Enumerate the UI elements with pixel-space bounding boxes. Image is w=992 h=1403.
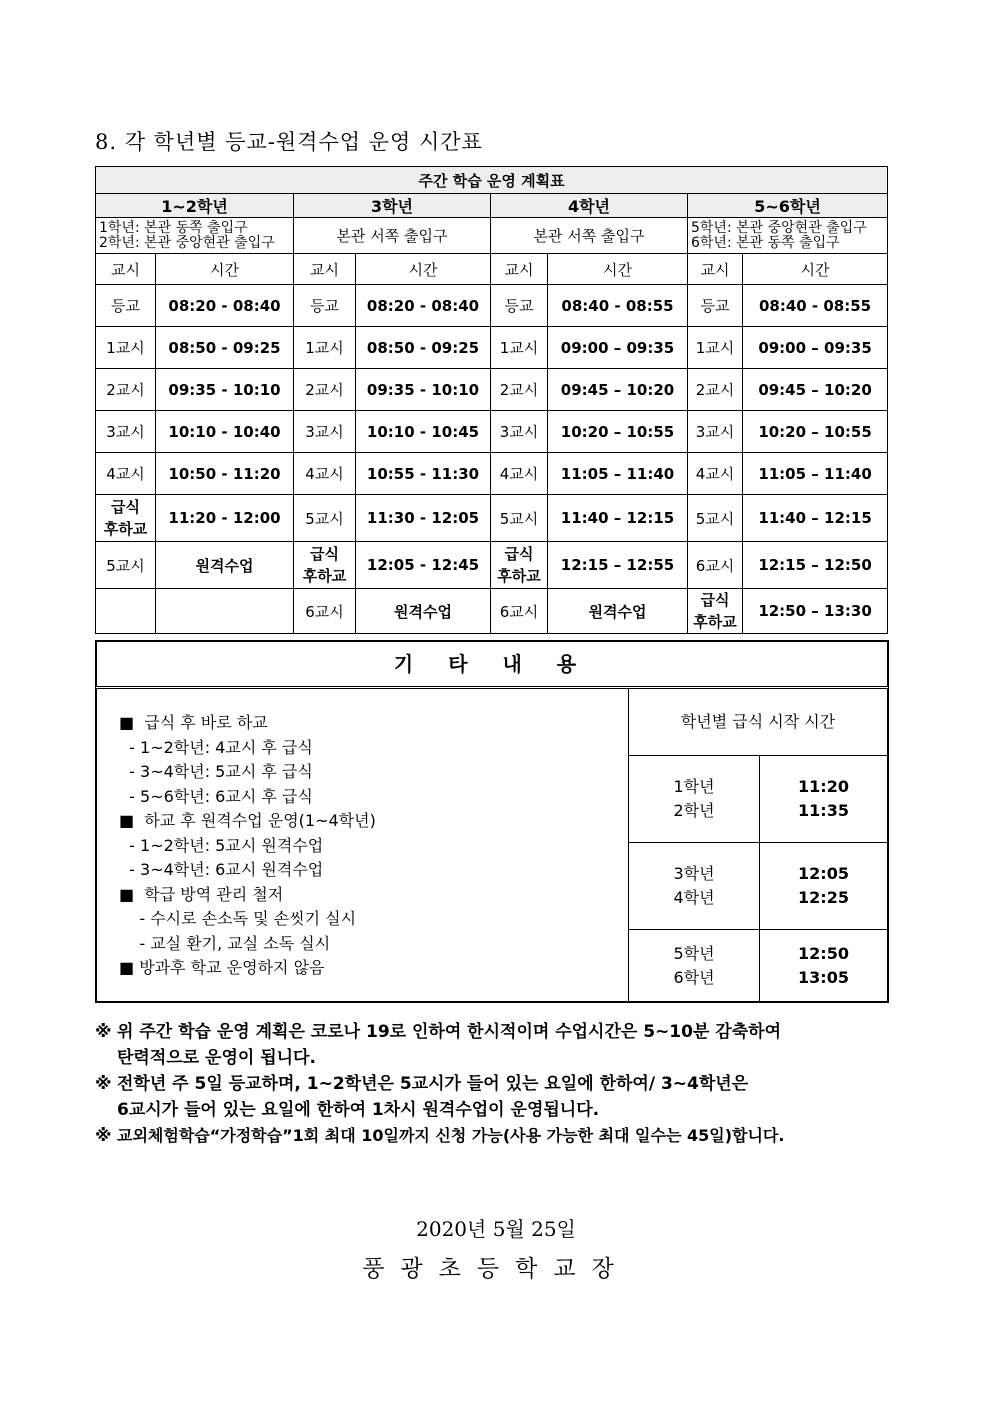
time-cell: 08:20 - 08:40: [156, 285, 294, 327]
period-line: 급식: [700, 591, 730, 609]
time-cell: 12:15 – 12:55: [548, 542, 688, 589]
col-period: 교시: [491, 254, 548, 285]
lunch-grade: 3학년: [673, 864, 715, 883]
entrance-line: 6학년: 본관 동쪽 출입구: [691, 234, 840, 251]
misc-line: - 3~4학년: 6교시 원격수업: [119, 860, 324, 879]
school-signature: 풍광초등학교장: [362, 1256, 630, 1282]
period-cell: [688, 589, 743, 634]
period-cell: 3교시: [688, 411, 743, 453]
grade-header-1-2: 1~2학년: [96, 194, 294, 218]
time-cell: 12:05 - 12:45: [356, 542, 491, 589]
note-line: 전학년 주 5일 등교하며, 1~2학년은 5교시가 들어 있는 요일에 한하여/ 3~4학년은: [117, 1074, 749, 1094]
time-cell: 11:30 - 12:05: [356, 495, 491, 542]
time-cell: 10:20 – 10:55: [743, 411, 888, 453]
lunch-panel: [629, 689, 887, 1001]
lunch-times: [760, 930, 887, 1001]
lunch-row: [629, 756, 887, 843]
period-line: 후하교: [302, 567, 347, 585]
lunch-time: 11:35: [798, 801, 849, 820]
col-period: 교시: [294, 254, 356, 285]
time-cell: 09:35 - 10:10: [156, 369, 294, 411]
period-cell: 2교시: [491, 369, 548, 411]
lunch-row: [629, 930, 887, 1001]
time-cell: 08:50 - 09:25: [356, 327, 491, 369]
time-cell: 10:10 - 10:40: [156, 411, 294, 453]
misc-lines: [119, 711, 376, 981]
misc-line: ■ 급식 후 바로 하교: [119, 713, 268, 732]
reference-mark-icon: ※: [95, 1074, 112, 1094]
section-heading: 8. 각 학년별 등교-원격수업 운영 시간표: [95, 130, 483, 154]
lunch-grade: 6학년: [673, 967, 715, 987]
time-cell: 11:40 – 12:15: [743, 495, 888, 542]
period-cell: 5교시: [491, 495, 548, 542]
entrance-5-6: [688, 218, 888, 254]
time-cell: 원격수업: [548, 589, 688, 634]
col-time: 시간: [356, 254, 491, 285]
time-cell: 08:50 - 09:25: [156, 327, 294, 369]
time-cell: 09:00 – 09:35: [548, 327, 688, 369]
col-period: 교시: [96, 254, 156, 285]
period-cell: 3교시: [96, 411, 156, 453]
time-cell: 원격수업: [156, 542, 294, 589]
lunch-time: 13:05: [798, 967, 849, 987]
period-cell: 6교시: [294, 589, 356, 634]
misc-title: 기 타 내 용: [95, 640, 889, 686]
period-cell: 4교시: [96, 453, 156, 495]
entrance-line: 5학년: 본관 중앙현관 출입구: [691, 219, 867, 236]
note-item: [95, 1123, 895, 1149]
time-cell: 10:20 – 10:55: [548, 411, 688, 453]
lunch-time: 12:50: [798, 943, 849, 963]
col-time: 시간: [743, 254, 888, 285]
time-cell: 12:50 – 13:30: [743, 589, 888, 634]
period-line: 급식: [504, 545, 534, 563]
lunch-grades: [629, 930, 760, 1001]
note-line: 탄력적으로 운영이 됩니다.: [117, 1048, 316, 1068]
lunch-time: 11:20: [798, 777, 849, 796]
grade-header-5-6: 5~6학년: [688, 194, 888, 218]
misc-box: [95, 686, 889, 1003]
time-cell: 11:05 – 11:40: [548, 453, 688, 495]
period-cell: 6교시: [491, 589, 548, 634]
entrance-line: 1학년: 본관 동쪽 출입구: [99, 219, 248, 236]
lunch-row: [629, 843, 887, 930]
time-cell: 08:20 - 08:40: [356, 285, 491, 327]
note-item: [95, 1019, 895, 1071]
note-item: [95, 1071, 895, 1123]
note-line: 위 주간 학습 운영 계획은 코로나 19로 인하여 한시적이며 수업시간은 5~10분 감축하여: [117, 1022, 781, 1042]
period-cell: 2교시: [294, 369, 356, 411]
misc-line: - 수시로 손소독 및 손씻기 실시: [119, 909, 357, 928]
misc-line: - 5~6학년: 6교시 후 급식: [119, 786, 313, 806]
reference-mark-icon: ※: [95, 1022, 112, 1042]
lunch-times: [760, 756, 887, 842]
time-cell: 09:00 – 09:35: [743, 327, 888, 369]
entrance-1-2: [96, 218, 294, 254]
note-line: 교외체험학습“가정학습”1회 최대 10일까지 신청 가능(사용 가능한 최대 일수는 45일)합니다.: [117, 1126, 785, 1145]
period-cell: 2교시: [96, 369, 156, 411]
period-cell: 1교시: [96, 327, 156, 369]
period-cell: [96, 495, 156, 542]
entrance-4: 본관 서쪽 출입구: [491, 218, 688, 254]
time-cell: 11:05 – 11:40: [743, 453, 888, 495]
col-time: 시간: [548, 254, 688, 285]
notes: [95, 1019, 895, 1149]
period-cell: 5교시: [294, 495, 356, 542]
period-cell: 등교: [96, 285, 156, 327]
period-line: 후하교: [693, 613, 737, 631]
empty-cell: [96, 589, 156, 634]
period-line: 급식: [111, 498, 140, 516]
misc-line: - 교실 환기, 교실 소독 실시: [119, 933, 331, 953]
time-cell: 11:40 – 12:15: [548, 495, 688, 542]
col-period: 교시: [688, 254, 743, 285]
misc-line: ■ 하교 후 원격수업 운영(1~4학년): [119, 811, 376, 830]
period-cell: 4교시: [688, 453, 743, 495]
grade-header-4: 4학년: [491, 194, 688, 218]
period-cell: 1교시: [688, 327, 743, 369]
period-cell: 등교: [294, 285, 356, 327]
schedule-table: [95, 166, 888, 634]
lunch-grade: 4학년: [673, 888, 715, 907]
schedule-title: 주간 학습 운영 계획표: [96, 167, 888, 194]
time-cell: 10:10 - 10:45: [356, 411, 491, 453]
lunch-grades: [629, 756, 760, 842]
period-cell: 등교: [491, 285, 548, 327]
time-cell: 09:45 – 10:20: [548, 369, 688, 411]
lunch-times: [760, 843, 887, 929]
period-cell: 1교시: [294, 327, 356, 369]
period-cell: 4교시: [491, 453, 548, 495]
misc-notes-panel: [97, 689, 629, 1001]
lunch-time: 12:05: [798, 864, 849, 883]
misc-line: - 1~2학년: 5교시 원격수업: [119, 835, 324, 855]
lunch-grade: 2학년: [673, 801, 715, 820]
lunch-grades: [629, 843, 760, 929]
period-cell: 5교시: [688, 495, 743, 542]
note-line: 6교시가 들어 있는 요일에 한하여 1차시 원격수업이 운영됩니다.: [117, 1100, 600, 1120]
period-cell: 4교시: [294, 453, 356, 495]
misc-line: ■ 방과후 학교 운영하지 않음: [119, 958, 325, 977]
period-cell: 등교: [688, 285, 743, 327]
lunch-grade: 1학년: [673, 777, 715, 796]
time-cell: 09:35 - 10:10: [356, 369, 491, 411]
grade-header-3: 3학년: [294, 194, 491, 218]
time-cell: 10:55 - 11:30: [356, 453, 491, 495]
empty-cell: [156, 589, 294, 634]
period-cell: 5교시: [96, 542, 156, 589]
col-time: 시간: [156, 254, 294, 285]
document-date: 2020년 5월 25일: [416, 1217, 576, 1241]
lunch-time: 12:25: [798, 888, 849, 907]
time-cell: 12:15 – 12:50: [743, 542, 888, 589]
lunch-title: 학년별 급식 시작 시간: [629, 689, 887, 756]
time-cell: 11:20 - 12:00: [156, 495, 294, 542]
lunch-grade: 5학년: [673, 943, 715, 963]
entrance-3: 본관 서쪽 출입구: [294, 218, 491, 254]
misc-line: - 1~2학년: 4교시 후 급식: [119, 737, 313, 757]
time-cell: 09:45 – 10:20: [743, 369, 888, 411]
period-cell: [294, 542, 356, 589]
period-line: 후하교: [497, 567, 541, 585]
period-cell: 3교시: [294, 411, 356, 453]
period-cell: [491, 542, 548, 589]
misc-line: ■ 학급 방역 관리 철저: [119, 884, 284, 904]
period-line: 급식: [310, 545, 339, 563]
misc-line: - 3~4학년: 5교시 후 급식: [119, 762, 313, 781]
period-cell: 6교시: [688, 542, 743, 589]
period-line: 후하교: [103, 520, 148, 538]
entrance-line: 2학년: 본관 중앙현관 출입구: [99, 234, 275, 251]
reference-mark-icon: ※: [95, 1126, 112, 1146]
time-cell: 10:50 - 11:20: [156, 453, 294, 495]
period-cell: 1교시: [491, 327, 548, 369]
time-cell: 08:40 - 08:55: [743, 285, 888, 327]
time-cell: 원격수업: [356, 589, 491, 634]
time-cell: 08:40 - 08:55: [548, 285, 688, 327]
period-cell: 3교시: [491, 411, 548, 453]
period-cell: 2교시: [688, 369, 743, 411]
